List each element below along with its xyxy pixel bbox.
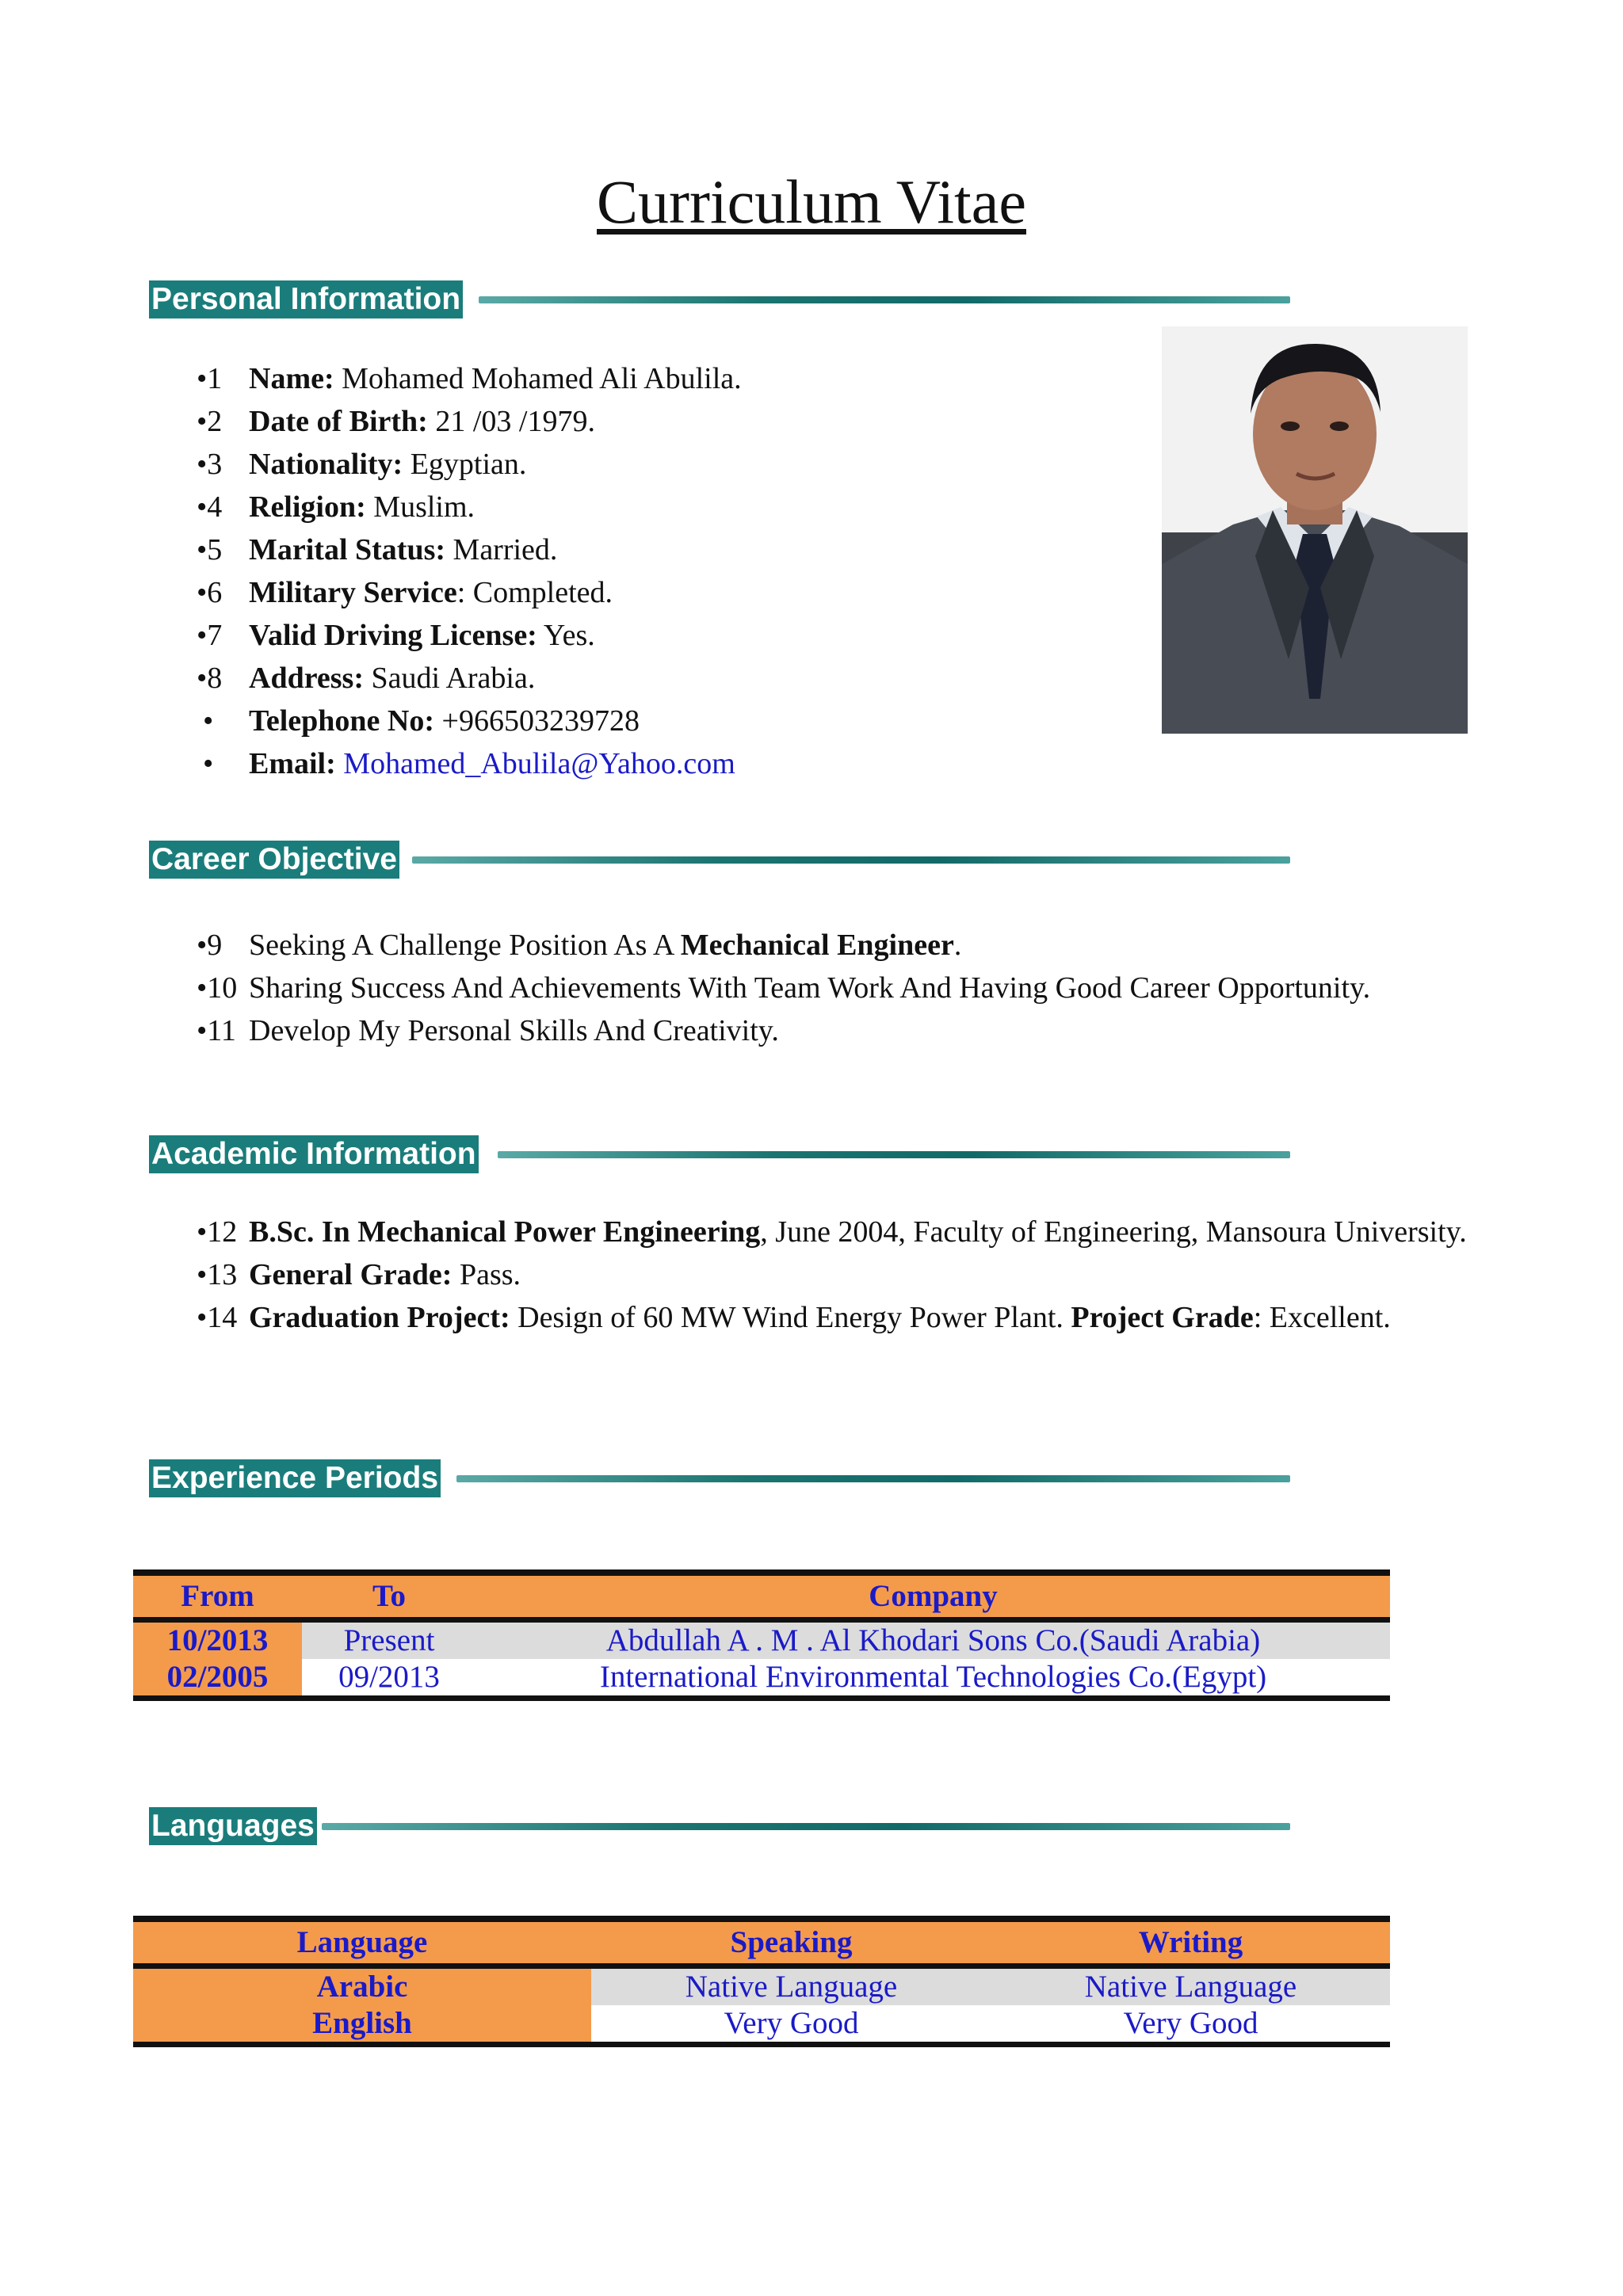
cell-writing: Very Good — [1123, 2006, 1258, 2040]
table-row — [133, 2005, 1390, 2045]
section-rule — [479, 296, 1290, 303]
list-item: •1 Name: Mohamed Mohamed Ali Abulila. — [197, 362, 742, 395]
list-item: •8 Address: Saudi Arabia. — [197, 662, 536, 695]
table-row — [133, 1620, 1390, 1660]
table-header-row — [133, 1919, 1390, 1966]
section-career-objective — [149, 841, 1290, 879]
cell-to: Present — [302, 1620, 476, 1660]
section-rule — [322, 1823, 1290, 1830]
cell-to: 09/2013 — [338, 1660, 440, 1694]
section-heading: Academic Information — [149, 1135, 479, 1173]
header-to: To — [302, 1573, 476, 1620]
list-item: •4 Religion: Muslim. — [197, 490, 475, 524]
personal-info-list — [197, 357, 742, 785]
cell-speaking: Very Good — [724, 2006, 859, 2040]
section-heading: Career Objective — [149, 841, 399, 879]
list-item: •3 Nationality: Egyptian. — [197, 448, 527, 481]
cell-writing: Native Language — [991, 1966, 1390, 2006]
list-item: •9 Seeking A Challenge Position As A Mechanical Engineer. — [197, 929, 962, 962]
cell-speaking: Native Language — [591, 1966, 991, 2006]
career-objective-list — [197, 925, 1485, 1051]
academic-information-list — [197, 1212, 1485, 1338]
cell-from: 10/2013 — [133, 1620, 302, 1660]
section-rule — [412, 856, 1290, 864]
section-rule — [498, 1151, 1290, 1158]
section-heading: Personal Information — [149, 280, 463, 318]
cell-language: English — [133, 2005, 591, 2045]
list-item: •2 Date of Birth: 21 /03 /1979. — [197, 405, 595, 438]
header-company: Company — [476, 1573, 1390, 1620]
email-link[interactable]: Mohamed_Abulila@Yahoo.com — [335, 747, 735, 780]
section-academic-information — [149, 1135, 1290, 1173]
list-item: •10 Sharing Success And Achievements With Team Work And Having Good Career Opportunity. — [197, 971, 1371, 1005]
experience-table — [133, 1569, 1390, 1701]
section-personal-information — [149, 280, 1290, 318]
list-item: • Telephone No: +966503239728 — [203, 704, 640, 738]
header-from: From — [133, 1573, 302, 1620]
section-heading: Languages — [149, 1807, 317, 1845]
cell-from: 02/2005 — [133, 1659, 302, 1699]
list-item: •6 Military Service: Completed. — [197, 576, 613, 609]
list-item: •12 B.Sc. In Mechanical Power Engineering, June 2004, Faculty of Engineering, Mansoura University. — [197, 1215, 1467, 1249]
cell-company: Abdullah A . M . Al Khodari Sons Co.(Saudi Arabia) — [476, 1620, 1390, 1660]
header-speaking: Speaking — [591, 1919, 991, 1966]
list-item: •7 Valid Driving License: Yes. — [197, 619, 595, 652]
table-row — [133, 1966, 1390, 2006]
list-item: •13 General Grade: Pass. — [197, 1258, 521, 1291]
section-languages — [149, 1807, 1290, 1845]
section-heading: Experience Periods — [149, 1459, 441, 1497]
cell-language: Arabic — [133, 1966, 591, 2006]
list-item: •14 Graduation Project: Design of 60 MW Wind Energy Power Plant. Project Grade: Excellent. — [197, 1301, 1391, 1334]
section-experience-periods — [149, 1459, 1290, 1497]
list-item: •11 Develop My Personal Skills And Creativity. — [197, 1014, 779, 1047]
header-writing: Writing — [991, 1919, 1390, 1966]
list-item: •5 Marital Status: Married. — [197, 533, 558, 566]
portrait-photo — [1162, 326, 1468, 734]
table-header-row — [133, 1573, 1390, 1620]
cell-company: International Environmental Technologies Co.(Egypt) — [599, 1660, 1267, 1694]
section-rule — [456, 1475, 1290, 1482]
list-item: • Email: Mohamed_Abulila@Yahoo.com — [203, 747, 735, 780]
languages-table — [133, 1916, 1390, 2047]
header-language: Language — [133, 1919, 591, 1966]
table-row — [133, 1659, 1390, 1699]
page-title: Curriculum Vitae — [597, 167, 1026, 236]
